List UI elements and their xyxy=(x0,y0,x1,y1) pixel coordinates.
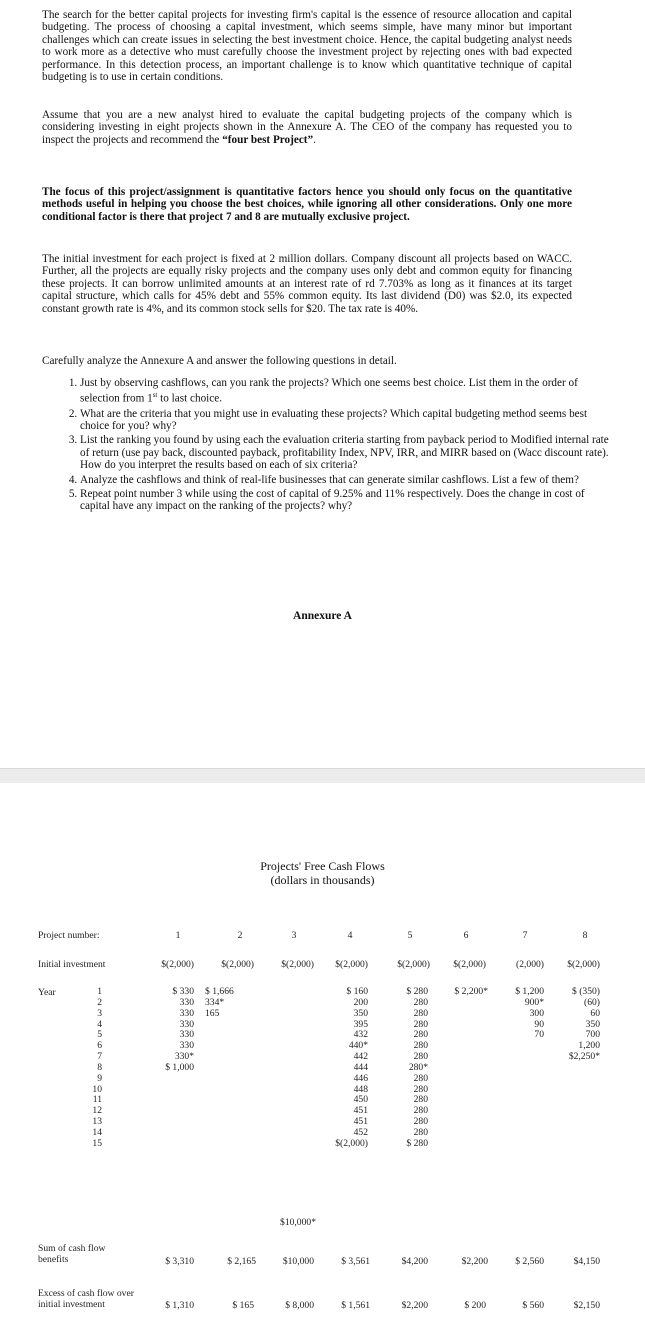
project-3-sum: $10,000 xyxy=(282,1256,314,1267)
project-6-sum: $2,200 xyxy=(461,1256,488,1267)
project-4-number: 4 xyxy=(347,930,353,941)
page-separator xyxy=(0,768,645,784)
project-1-excess: $ 1,310 xyxy=(165,1300,194,1311)
project-5-sum: $4,200 xyxy=(401,1256,428,1267)
project-5-cash-flows: $ 280 280 280 280 280 280 280 280* 280 280 280 280 280 280 $ 280 xyxy=(406,986,428,1149)
project-1-sum: $ 3,310 xyxy=(165,1256,194,1267)
question-3: 3. List the ranking you found by using each the evaluation criteria starting from payback period to Modified internal rate of return (use pay back, discounted payback, profitability Index, NPV, IRR, and MIRR based on (Wacc discount rate). How do you interpret the results based on each of six criteria? xyxy=(80,434,610,471)
project-4-sum: $ 3,561 xyxy=(341,1256,370,1267)
instruction-line: Carefully analyze the Annexure A and answer the following questions in detail. xyxy=(42,355,397,367)
sum-label-line-1: Sum of cash flow xyxy=(38,1243,106,1254)
intro-paragraph-1: The search for the better capital projects for investing firm's capital is the essence of resource allocation and capital budgeting. The process of choosing a capital investment, which seems simple, have many minor but important challenges which can create issues in selecting the best investment choice. Hence, the capital budgeting analyst needs to work more as a detective who must carefully choose the investment project by rejecting ones with bad expected performance. In this detection process, an important challenge is to know which quantitative technique of capital budgeting is to use in certain conditions. xyxy=(42,9,572,84)
project-1-number: 1 xyxy=(175,930,181,941)
sum-label-line-2: benefits xyxy=(38,1254,69,1265)
project-2-sum: $ 2,165 xyxy=(227,1256,256,1267)
project-1-initial: $(2,000) xyxy=(161,959,194,970)
project-2-initial: $(2,000) xyxy=(221,959,254,970)
questions-list xyxy=(42,377,610,515)
project-6-cash-flows: $ 2,200* xyxy=(454,986,488,997)
excess-label-line-1: Excess of cash flow over xyxy=(38,1288,134,1299)
project-3-year-15: $10,000* xyxy=(280,1217,316,1228)
project-3-initial: $(2,000) xyxy=(281,959,314,970)
project-7-cash-flows: $ 1,200 900* 300 90 70 xyxy=(515,986,544,1041)
project-2-cash-flows: $ 1,666 334* 165 xyxy=(205,986,234,1019)
project-8-initial: $(2,000) xyxy=(567,959,600,970)
question-1: 1. Just by observing cashflows, can you rank the projects? Which one seems best choice. List them in the order of selection from 1st to last choice. xyxy=(80,377,610,406)
table-title: Projects' Free Cash Flows (dollars in thousands) xyxy=(260,859,385,887)
project-7-number: 7 xyxy=(522,930,528,941)
question-2: 2. What are the criteria that you might use in evaluating these projects? Which capital budgeting method seems best choice for you? why? xyxy=(80,408,610,433)
project-8-cash-flows: $ (350) (60) 60 350 700 1,200 $2,250* xyxy=(568,986,600,1063)
annexure-title: Annexure A xyxy=(293,610,352,622)
project-4-initial: $(2,000) xyxy=(335,959,368,970)
project-5-initial: $(2,000) xyxy=(397,959,430,970)
project-2-excess: $ 165 xyxy=(232,1300,254,1311)
focus-paragraph: The focus of this project/assignment is quantitative factors hence you should only focus on the quantitative methods useful in helping you choose the best choices, while ignoring all other considerations. Only one more conditional factor is there that project 7 and 8 are mutually exclusive project. xyxy=(42,186,572,223)
project-5-number: 5 xyxy=(407,930,413,941)
intro-paragraph-2: Assume that you are a new analyst hired to evaluate the capital budgeting projects of the company which is considering investing in eight projects shown in the Annexure A. The CEO of the company has requested you to inspect the projects and recommend the “four best Project”. xyxy=(42,109,572,146)
project-4-excess: $ 1,561 xyxy=(341,1300,370,1311)
project-5-excess: $2,200 xyxy=(401,1300,428,1311)
year-label: Year xyxy=(38,987,56,998)
project-7-excess: $ 560 xyxy=(522,1300,544,1311)
project-1-cash-flows: $ 330 330 330 330 330 330 330* $ 1,000 xyxy=(165,986,194,1073)
question-4: 4. Analyze the cashflows and think of real-life businesses that can generate similar cashflows. List a few of them? xyxy=(80,474,610,486)
assumptions-paragraph: The initial investment for each project is fixed at 2 million dollars. Company discount all projects based on WACC. Further, all the projects are equally risky projects and the company uses only debt and common equity for financing these projects. It can borrow unlimited amounts at an interest rate of rd 7.703% as long as it finances at its target capital structure, which calls for 45% debt and 55% common equity. Its last dividend (D0) was $2.0, its expected constant growth rate is 4%, and its common stock sells for $20. The tax rate is 40%. xyxy=(42,253,572,315)
project-6-initial: $(2,000) xyxy=(453,959,486,970)
project-8-excess: $2,150 xyxy=(573,1300,600,1311)
project-3-excess: $ 8,000 xyxy=(285,1300,314,1311)
initial-investment-label: Initial investment xyxy=(38,959,106,970)
question-5: 5. Repeat point number 3 while using the cost of capital of 9.25% and 11% respectively. Does the change in cost of capital have any impact on the ranking of the projects? why? xyxy=(80,488,610,513)
project-2-number: 2 xyxy=(237,930,243,941)
project-7-sum: $ 2,560 xyxy=(515,1256,544,1267)
project-7-initial: (2,000) xyxy=(516,959,544,970)
project-number-label: Project number: xyxy=(38,930,100,941)
project-4-cash-flows: $ 160 200 350 395 432 440* 442 444 446 448 450 451 451 452 $(2,000) xyxy=(335,986,368,1149)
four-best-project-emphasis: “four best Project” xyxy=(222,133,314,146)
project-6-number: 6 xyxy=(463,930,469,941)
excess-label-line-2: initial investment xyxy=(38,1299,105,1310)
project-8-number: 8 xyxy=(582,930,588,941)
year-numbers: 1 2 3 4 5 6 7 8 9 10 11 12 13 14 15 xyxy=(92,986,102,1149)
project-8-sum: $4,150 xyxy=(573,1256,600,1267)
project-3-number: 3 xyxy=(291,930,297,941)
project-6-excess: $ 200 xyxy=(464,1300,486,1311)
